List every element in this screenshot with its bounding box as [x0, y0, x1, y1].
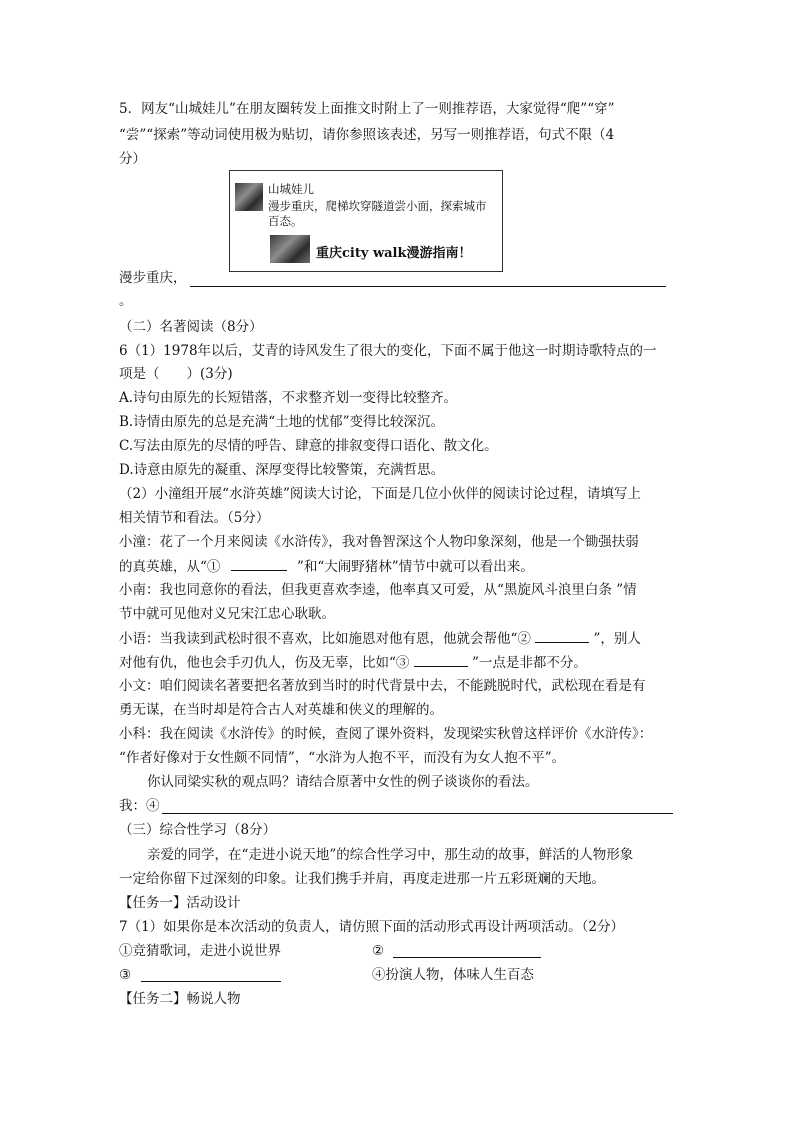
activity-3-label: ③ — [119, 967, 132, 983]
discussion-4-line-1: 小文：咱们阅读名著要把名著放到当时的时代背景中去，不能跳脱时代，武松现在看是有 — [119, 678, 646, 694]
section-2-heading: （二）名著阅读（8分） — [119, 319, 263, 335]
q5-line-1: 5．网友“山城娃儿”在朋友圈转发上面推文时附上了一则推荐语，大家觉得“爬”“穿” — [119, 101, 615, 117]
discussion-2-line-1: 小南：我也同意你的看法，但我更喜欢李逵，他率真又可爱，从“黑旋风斗浪里白条 ”情 — [119, 582, 637, 598]
q5-answer-prefix: 漫步重庆， — [119, 270, 187, 286]
q5-line-3: 分） — [119, 151, 146, 167]
link-thumbnail — [270, 235, 310, 263]
blank-1[interactable] — [231, 556, 287, 571]
q5-answer-end: 。 — [119, 293, 133, 309]
blank-2[interactable] — [535, 628, 589, 643]
option-c: C.写法由原先的尽情的呼告、肆意的排叙变得口语化、散文化。 — [119, 438, 498, 454]
post-link-title: 重庆city walk漫游指南！ — [316, 246, 472, 261]
q6-1-line-2: 项是（ ）(3分) — [119, 366, 233, 382]
intro-line-1: 亲爱的同学，在“走进小说天地”的综合性学习中，那生动的故事，鲜活的人物形象 — [147, 847, 634, 863]
activity-2-label: ② — [372, 943, 385, 959]
discussion-1-text-b: ”和“大闹野猪林”情节中就可以看出来。 — [297, 559, 534, 575]
blank-3[interactable] — [414, 652, 468, 667]
q5-line-2: “尝”“探索”等动词使用极为贴切，请你参照该表述，另写一则推荐语，句式不限（4 — [119, 127, 615, 143]
discussion-3-text-c: 对他有仇，他也会手刃仇人，伤及无辜，比如“③ — [119, 655, 410, 671]
section-3-heading: （三）综合性学习（8分） — [119, 822, 277, 838]
discussion-1-text-a: 的真英雄，从“① — [119, 559, 221, 575]
activity-3-blank[interactable] — [141, 981, 281, 982]
q6-2-line-1: （2）小潼组开展“水浒英雄”阅读大讨论，下面是几位小伙伴的阅读讨论过程，请填写上 — [119, 486, 641, 502]
activity-1: ①竞猜歌词，走进小说世界 — [119, 943, 281, 959]
discussion-3-text-a: 小语：当我读到武松时很不喜欢，比如施恩对他有恩，他就会帮他“② — [119, 631, 531, 647]
intro-line-2: 一定给你留下过深刻的印象。让我们携手并肩，再度走进那一片五彩斑斓的天地。 — [119, 871, 605, 887]
wechat-post-card — [229, 170, 503, 272]
q5-answer-line[interactable] — [190, 286, 666, 287]
discussion-5-line-2: “作者好像对于女性颇不同情”，“水浒为人抱不平，而没有为女人抱不平”。 — [119, 750, 566, 766]
post-author: 山城娃儿 — [268, 182, 314, 196]
discussion-1-line-1: 小潼：花了一个月来阅读《水浒传》，我对鲁智深这个人物印象深刻，他是一个锄强扶弱 — [119, 534, 639, 550]
discussion-1-line-2 — [119, 556, 534, 577]
q6-1-line-1: 6（1）1978年以后，艾青的诗风发生了很大的变化，下面不属于他这一时期诗歌特点的一 — [119, 343, 657, 359]
answer-4-line[interactable] — [162, 813, 673, 814]
discussion-3-text-d: ”一点是非都不分。 — [472, 655, 587, 671]
task-2-heading: 【任务二】畅说人物 — [119, 991, 241, 1007]
option-a: A.诗句由原先的长短错落，不求整齐划一变得比较整齐。 — [119, 390, 458, 406]
q6-2-line-2: 相关情节和看法。（5分） — [119, 510, 270, 526]
discussion-3-text-b: ”，别人 — [593, 631, 641, 647]
task-1-heading: 【任务一】活动设计 — [119, 895, 241, 911]
post-text: 漫步重庆，爬梯坎穿隧道尝小面，探索城市百态。 — [268, 199, 487, 228]
activity-4: ④扮演人物，体味人生百态 — [372, 967, 534, 983]
discussion-5-line-1: 小科：我在阅读《水浒传》的时候，查阅了课外资料，发现梁实秋曾这样评价《水浒传》： — [119, 726, 653, 742]
me-prefix: 我：④ — [119, 798, 160, 814]
q7-1: 7（1）如果你是本次活动的负责人，请仿照下面的活动形式再设计两项活动。（2分） — [119, 919, 625, 935]
avatar — [235, 183, 263, 211]
discussion-4-line-2: 勇无谋，在当时却是符合古人对英雄和侠义的理解的。 — [119, 702, 443, 718]
discussion-3-line-2 — [119, 652, 587, 673]
activity-2-blank[interactable] — [393, 957, 541, 958]
option-b: B.诗情由原先的总是充满“土地的忧郁”变得比较深沉。 — [119, 414, 445, 430]
discussion-3-line-1 — [119, 628, 641, 649]
q6-prompt: 你认同梁实秋的观点吗？请结合原著中女性的例子谈谈你的看法。 — [147, 774, 539, 790]
discussion-2-line-2: 节中就可见他对义兄宋江忠心耿耿。 — [119, 606, 335, 622]
option-d: D.诗意由原先的凝重、深厚变得比较警策，充满哲思。 — [119, 462, 445, 478]
